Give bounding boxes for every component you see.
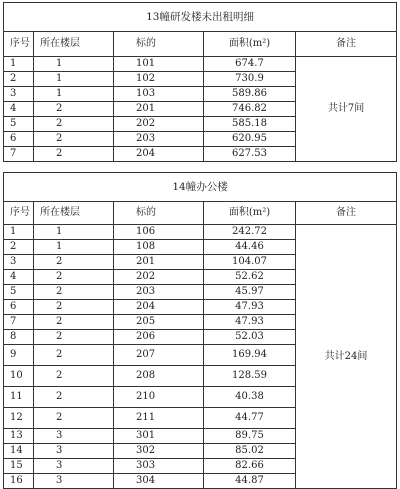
floor-cell: 2 bbox=[34, 345, 114, 366]
row-number-cell: 3 bbox=[4, 255, 34, 270]
row-number-cell: 9 bbox=[4, 345, 34, 366]
table-title-row bbox=[4, 173, 397, 202]
unit-cell: 202 bbox=[114, 117, 204, 132]
column-header: 面积(m²) bbox=[204, 202, 296, 225]
floor-cell: 2 bbox=[34, 147, 114, 162]
row-number-cell: 11 bbox=[4, 387, 34, 408]
column-header: 序号 bbox=[4, 202, 34, 225]
unit-cell: 210 bbox=[114, 387, 204, 408]
area-cell: 85.02 bbox=[204, 444, 296, 459]
floor-cell: 2 bbox=[34, 330, 114, 345]
area-cell: 746.82 bbox=[204, 102, 296, 117]
area-cell: 52.62 bbox=[204, 270, 296, 285]
unit-cell: 108 bbox=[114, 240, 204, 255]
table-header-row bbox=[4, 202, 397, 225]
row-number-cell: 13 bbox=[4, 429, 34, 444]
row-number-cell: 7 bbox=[4, 315, 34, 330]
area-cell: 45.97 bbox=[204, 285, 296, 300]
row-number-cell: 8 bbox=[4, 330, 34, 345]
column-header: 面积(m²) bbox=[204, 32, 296, 57]
area-cell: 169.94 bbox=[204, 345, 296, 366]
unit-cell: 211 bbox=[114, 408, 204, 429]
area-cell: 585.18 bbox=[204, 117, 296, 132]
remark-total-cell: 共计24间 bbox=[296, 225, 397, 489]
area-cell: 52.03 bbox=[204, 330, 296, 345]
area-cell: 730.9 bbox=[204, 72, 296, 87]
row-number-cell: 5 bbox=[4, 285, 34, 300]
floor-cell: 1 bbox=[34, 240, 114, 255]
row-number-cell: 14 bbox=[4, 444, 34, 459]
unit-cell: 203 bbox=[114, 132, 204, 147]
table-header-row bbox=[4, 32, 397, 57]
area-cell: 589.86 bbox=[204, 87, 296, 102]
floor-cell: 3 bbox=[34, 474, 114, 489]
row-number-cell: 1 bbox=[4, 57, 34, 72]
column-header: 标的 bbox=[114, 202, 204, 225]
floor-cell: 3 bbox=[34, 459, 114, 474]
unit-cell: 106 bbox=[114, 225, 204, 240]
unit-cell: 208 bbox=[114, 366, 204, 387]
row-number-cell: 6 bbox=[4, 132, 34, 147]
area-cell: 620.95 bbox=[204, 132, 296, 147]
floor-cell: 2 bbox=[34, 270, 114, 285]
floor-cell: 2 bbox=[34, 132, 114, 147]
area-cell: 627.53 bbox=[204, 147, 296, 162]
column-header: 所在楼层 bbox=[34, 32, 114, 57]
unit-cell: 201 bbox=[114, 255, 204, 270]
row-number-cell: 10 bbox=[4, 366, 34, 387]
area-cell: 104.07 bbox=[204, 255, 296, 270]
remark-total-cell: 共计7间 bbox=[296, 57, 397, 162]
office-table-building-14 bbox=[3, 172, 397, 489]
floor-cell: 2 bbox=[34, 315, 114, 330]
row-number-cell: 2 bbox=[4, 240, 34, 255]
unit-cell: 202 bbox=[114, 270, 204, 285]
unit-cell: 304 bbox=[114, 474, 204, 489]
unit-cell: 302 bbox=[114, 444, 204, 459]
floor-cell: 1 bbox=[34, 72, 114, 87]
table-title: 14幢办公楼 bbox=[4, 173, 397, 202]
floor-cell: 1 bbox=[34, 57, 114, 72]
unit-cell: 204 bbox=[114, 147, 204, 162]
area-cell: 44.87 bbox=[204, 474, 296, 489]
floor-cell: 2 bbox=[34, 102, 114, 117]
unit-cell: 201 bbox=[114, 102, 204, 117]
table-row bbox=[4, 225, 397, 240]
unit-cell: 206 bbox=[114, 330, 204, 345]
row-number-cell: 1 bbox=[4, 225, 34, 240]
floor-cell: 2 bbox=[34, 387, 114, 408]
row-number-cell: 5 bbox=[4, 117, 34, 132]
area-cell: 82.66 bbox=[204, 459, 296, 474]
row-number-cell: 7 bbox=[4, 147, 34, 162]
column-header: 备注 bbox=[296, 32, 397, 57]
unit-cell: 103 bbox=[114, 87, 204, 102]
row-number-cell: 16 bbox=[4, 474, 34, 489]
table-title: 13幢研发楼未出租明细 bbox=[4, 3, 397, 32]
unit-cell: 102 bbox=[114, 72, 204, 87]
floor-cell: 2 bbox=[34, 117, 114, 132]
floor-cell: 2 bbox=[34, 366, 114, 387]
floor-cell: 2 bbox=[34, 285, 114, 300]
floor-cell: 2 bbox=[34, 300, 114, 315]
unit-cell: 203 bbox=[114, 285, 204, 300]
floor-cell: 1 bbox=[34, 87, 114, 102]
floor-cell: 2 bbox=[34, 255, 114, 270]
row-number-cell: 2 bbox=[4, 72, 34, 87]
floor-cell: 3 bbox=[34, 429, 114, 444]
area-cell: 47.93 bbox=[204, 300, 296, 315]
area-cell: 128.59 bbox=[204, 366, 296, 387]
area-cell: 89.75 bbox=[204, 429, 296, 444]
row-number-cell: 3 bbox=[4, 87, 34, 102]
column-header: 序号 bbox=[4, 32, 34, 57]
unit-cell: 204 bbox=[114, 300, 204, 315]
unit-cell: 205 bbox=[114, 315, 204, 330]
table-row bbox=[4, 57, 397, 72]
unrented-table-building-13 bbox=[3, 2, 397, 162]
floor-cell: 2 bbox=[34, 408, 114, 429]
unit-cell: 303 bbox=[114, 459, 204, 474]
area-cell: 674.7 bbox=[204, 57, 296, 72]
column-header: 备注 bbox=[296, 202, 397, 225]
unit-cell: 301 bbox=[114, 429, 204, 444]
area-cell: 40.38 bbox=[204, 387, 296, 408]
row-number-cell: 4 bbox=[4, 270, 34, 285]
area-cell: 44.46 bbox=[204, 240, 296, 255]
row-number-cell: 15 bbox=[4, 459, 34, 474]
row-number-cell: 4 bbox=[4, 102, 34, 117]
row-number-cell: 6 bbox=[4, 300, 34, 315]
row-number-cell: 12 bbox=[4, 408, 34, 429]
area-cell: 242.72 bbox=[204, 225, 296, 240]
column-header: 标的 bbox=[114, 32, 204, 57]
area-cell: 47.93 bbox=[204, 315, 296, 330]
floor-cell: 1 bbox=[34, 225, 114, 240]
area-cell: 44.77 bbox=[204, 408, 296, 429]
unit-cell: 207 bbox=[114, 345, 204, 366]
floor-cell: 3 bbox=[34, 444, 114, 459]
unit-cell: 101 bbox=[114, 57, 204, 72]
column-header: 所在楼层 bbox=[34, 202, 114, 225]
table-title-row bbox=[4, 3, 397, 32]
